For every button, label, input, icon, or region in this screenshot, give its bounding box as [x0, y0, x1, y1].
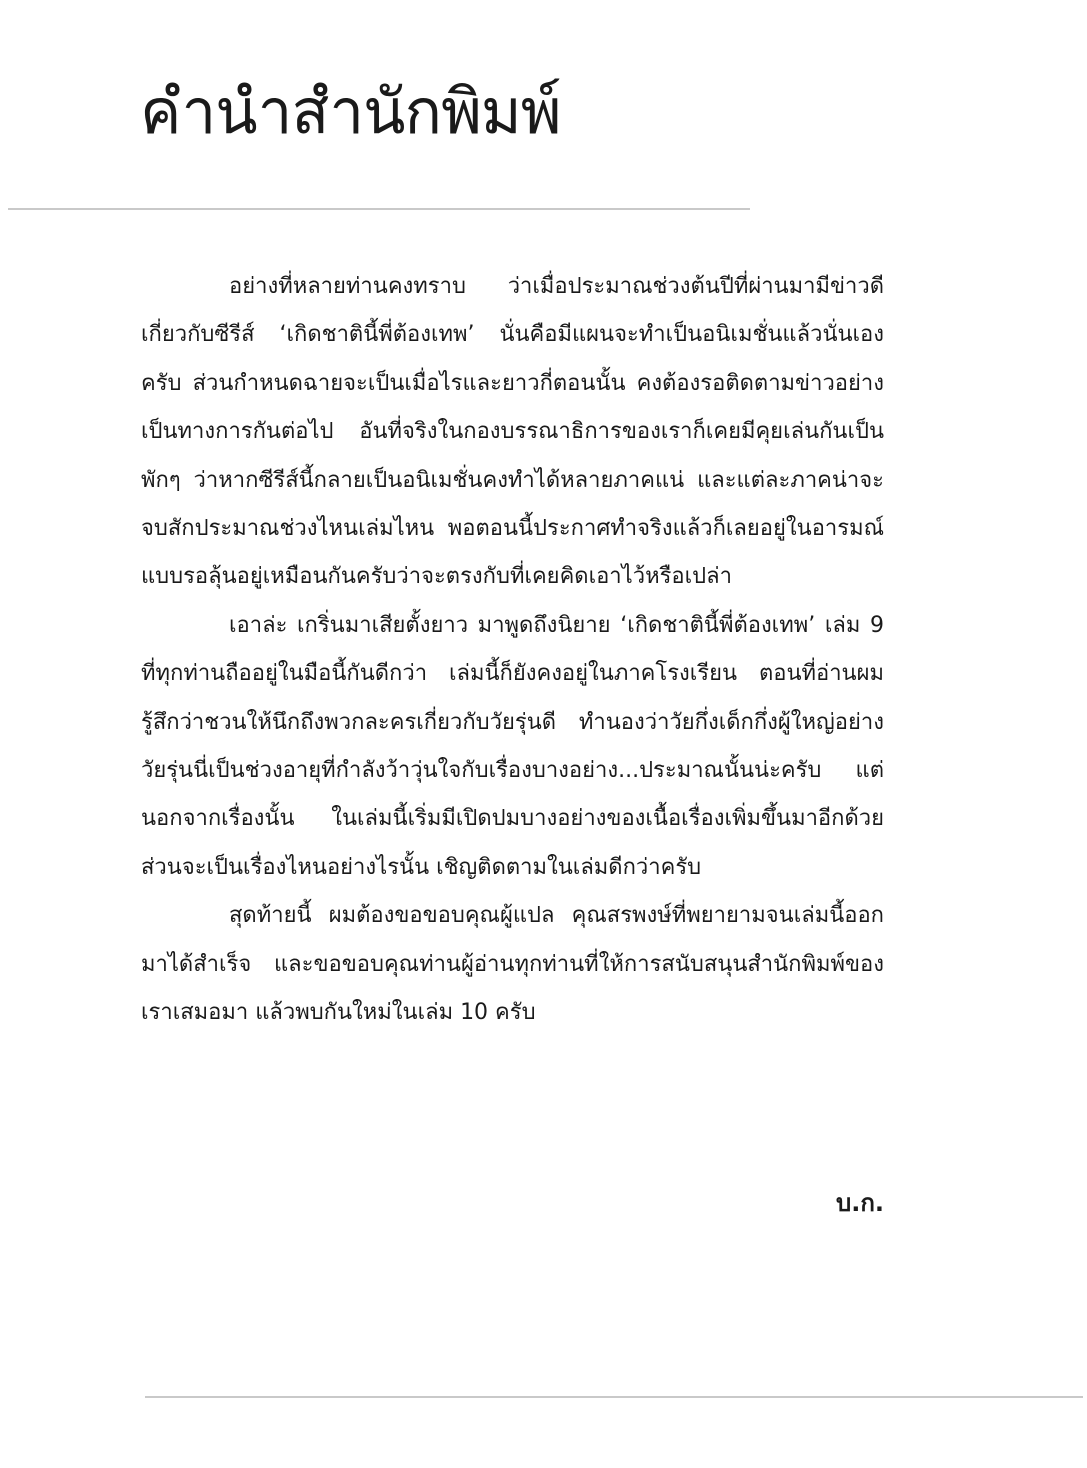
page-title: คำนำสำนักพิมพ์: [140, 75, 561, 148]
title-divider: [8, 208, 750, 210]
editor-signature: บ.ก.: [836, 1189, 884, 1217]
paragraph-3: สุดท้ายนี้ ผมต้องขอขอบคุณผู้แปล คุณสรพงษ์ที่พยายามจนเล่มนี้ออกมาได้สำเร็จ และขอขอบคุณท่านผู้อ่านทุกท่านที่ให้การสนับสนุนสำนักพิมพ์ของเราเสมอมา แล้วพบกันใหม่ในเล่ม 10 ครับ: [141, 903, 884, 1026]
paragraph-2: เอาล่ะ เกริ่นมาเสียตั้งยาว มาพูดถึงนิยาย ‘เกิดชาตินี้พี่ต้องเทพ’ เล่ม 9 ที่ทุกท่านถืออยู่ในมือนี้กันดีกว่า เล่มนี้ก็ยังคงอยู่ในภาคโรงเรียน ตอนที่อ่านผมรู้สึกว่าชวนให้นึกถึงพวกละครเกี่ยวกับวัยรุ่นดี ทำนองว่าวัยกึ่งเด็กกึ่งผู้ใหญ่อย่างวัยรุ่นนี่เป็นช่วงอายุที่กำลังว้าวุ่นใจกับเรื่องบางอย่าง...ประมาณนั้นน่ะครับ แต่นอกจากเรื่องนั้น ในเล่มนี้เริ่มมีเปิดปมบางอย่างของเนื้อเรื่องเพิ่มขึ้นมาอีกด้วย ส่วนจะเป็นเรื่องไหนอย่างไรนั้น เชิญติดตามในเล่มดีกว่าครับ: [141, 612, 884, 880]
paragraph-1: อย่างที่หลายท่านคงทราบ ว่าเมื่อประมาณช่วงต้นปีที่ผ่านมามีข่าวดีเกี่ยวกับซีรีส์ ‘เกิดชาตินี้พี่ต้องเทพ’ นั่นคือมีแผนจะทำเป็นอนิเมชั่นแล้วนั่นเองครับ ส่วนกำหนดฉายจะเป็นเมื่อไรและยาวกี่ตอนนั้น คงต้องรอติดตามข่าวอย่างเป็นทางการกันต่อไป อันที่จริงในกองบรรณาธิการของเราก็เคยมีคุยเล่นกันเป็นพักๆ ว่าหากซีรีส์นี้กลายเป็นอนิเมชั่นคงทำได้หลายภาคแน่ และแต่ละภาคน่าจะจบสักประมาณช่วงไหนเล่มไหน พอตอนนี้ประกาศทำจริงแล้วก็เลยอยู่ในอารมณ์แบบรอลุ้นอยู่เหมือนกันครับว่าจะตรงกับที่เคยคิดเอาไว้หรือเปล่า: [141, 274, 884, 590]
preface-body: [141, 263, 884, 1038]
footer-divider: [145, 1396, 1083, 1398]
